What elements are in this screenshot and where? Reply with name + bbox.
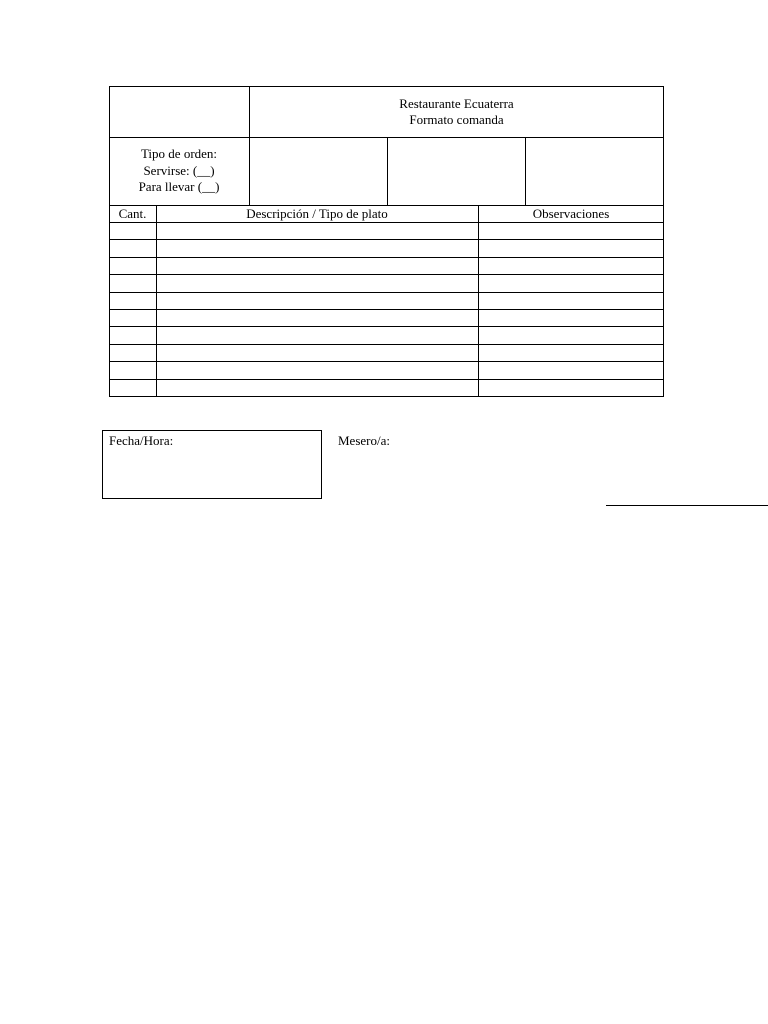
- waiter-label: Mesero/a:: [338, 433, 390, 448]
- col-header-description: Descripción / Tipo de plato: [246, 206, 388, 221]
- order-type-dine-in[interactable]: Servirse: (__): [143, 163, 215, 178]
- table-row: [109, 344, 664, 345]
- table-row: [109, 292, 664, 293]
- table-row: [109, 309, 664, 310]
- table-row: [109, 274, 664, 275]
- order-type-label: Tipo de orden:: [140, 146, 218, 161]
- table-row: [109, 379, 664, 380]
- col-header-observations: Observaciones: [532, 206, 610, 221]
- items-table: [109, 205, 664, 397]
- order-type-takeout[interactable]: Para llevar (__): [138, 179, 220, 194]
- table-row: [109, 257, 664, 258]
- header-cell-divider-1: [387, 137, 388, 206]
- col-divider-desc: [478, 205, 479, 397]
- col-header-qty: Cant.: [118, 206, 147, 221]
- table-row: [109, 361, 664, 362]
- col-divider-qty: [156, 205, 157, 397]
- table-row: [109, 239, 664, 240]
- waiter-signature-line[interactable]: [606, 505, 768, 506]
- form-title: Formato comanda: [409, 112, 504, 127]
- table-row: [109, 326, 664, 327]
- table-row: [109, 222, 664, 223]
- restaurant-name: Restaurante Ecuaterra: [399, 96, 514, 111]
- header-cell-divider-2: [525, 137, 526, 206]
- datetime-label: Fecha/Hora:: [109, 433, 174, 448]
